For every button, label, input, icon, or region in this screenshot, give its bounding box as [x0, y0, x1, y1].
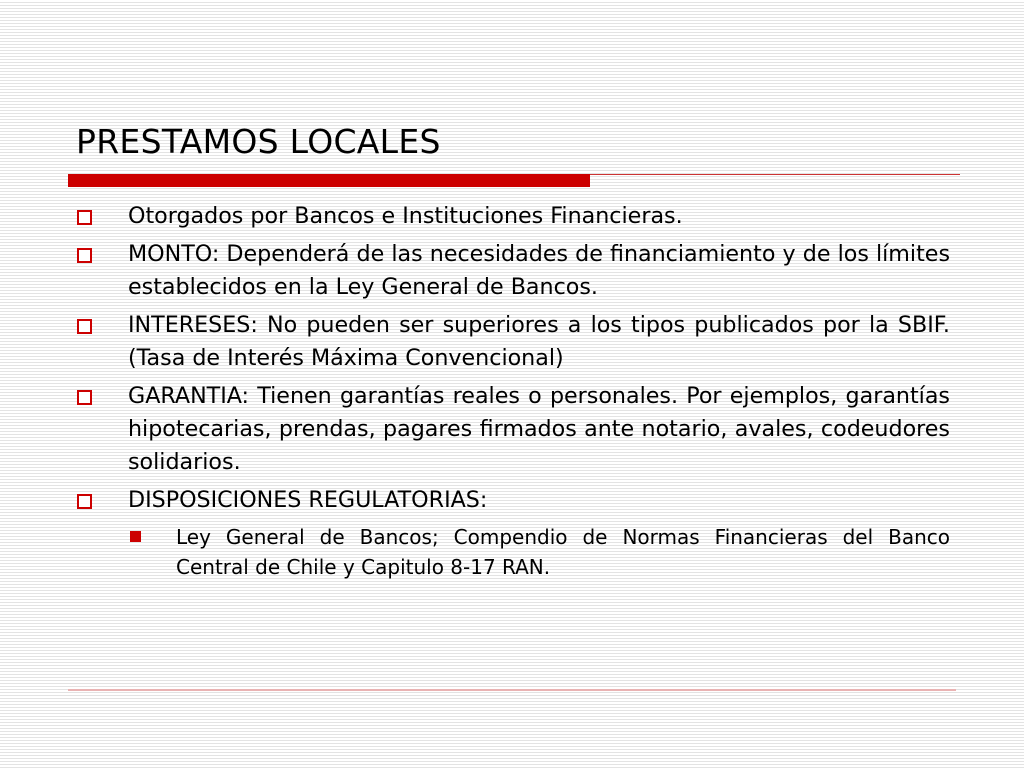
footer-divider: [68, 689, 956, 691]
bullet-text: GARANTIA: Tienen garantías reales o personales. Por ejemplos, garantías hipotecarias, prendas, pagares firmados ante notario, avales, codeudores solidarios.: [128, 383, 950, 475]
hollow-square-bullet-icon: [77, 248, 92, 263]
bullet-item: [76, 484, 950, 517]
bullet-text: Otorgados por Bancos e Instituciones Financieras.: [128, 203, 683, 229]
sub-bullet-text: Ley General de Bancos; Compendio de Normas Financieras del Banco Central de Chile y Capitulo 8-17 RAN.: [176, 525, 950, 579]
hollow-square-bullet-icon: [77, 319, 92, 334]
hollow-square-bullet-icon: [77, 494, 92, 509]
bullet-item: [76, 238, 950, 304]
bullet-text: MONTO: Dependerá de las necesidades de financiamiento y de los límites establecidos en la Ley General de Bancos.: [128, 241, 950, 300]
bullet-item: [76, 380, 950, 479]
bullet-text: INTERESES: No pueden ser superiores a los tipos publicados por la SBIF. (Tasa de Interés Máxima Convencional): [128, 312, 950, 371]
hollow-square-bullet-icon: [77, 210, 92, 225]
hollow-square-bullet-icon: [77, 390, 92, 405]
bullet-item: [76, 200, 950, 233]
slide-body: [76, 200, 950, 582]
bullet-item: [76, 309, 950, 375]
filled-square-bullet-icon: [130, 531, 141, 542]
sub-bullet-item: [76, 522, 950, 582]
slide-title: PRESTAMOS LOCALES: [76, 122, 441, 161]
title-underline-thick: [68, 174, 590, 187]
bullet-text: DISPOSICIONES REGULATORIAS:: [128, 487, 488, 513]
